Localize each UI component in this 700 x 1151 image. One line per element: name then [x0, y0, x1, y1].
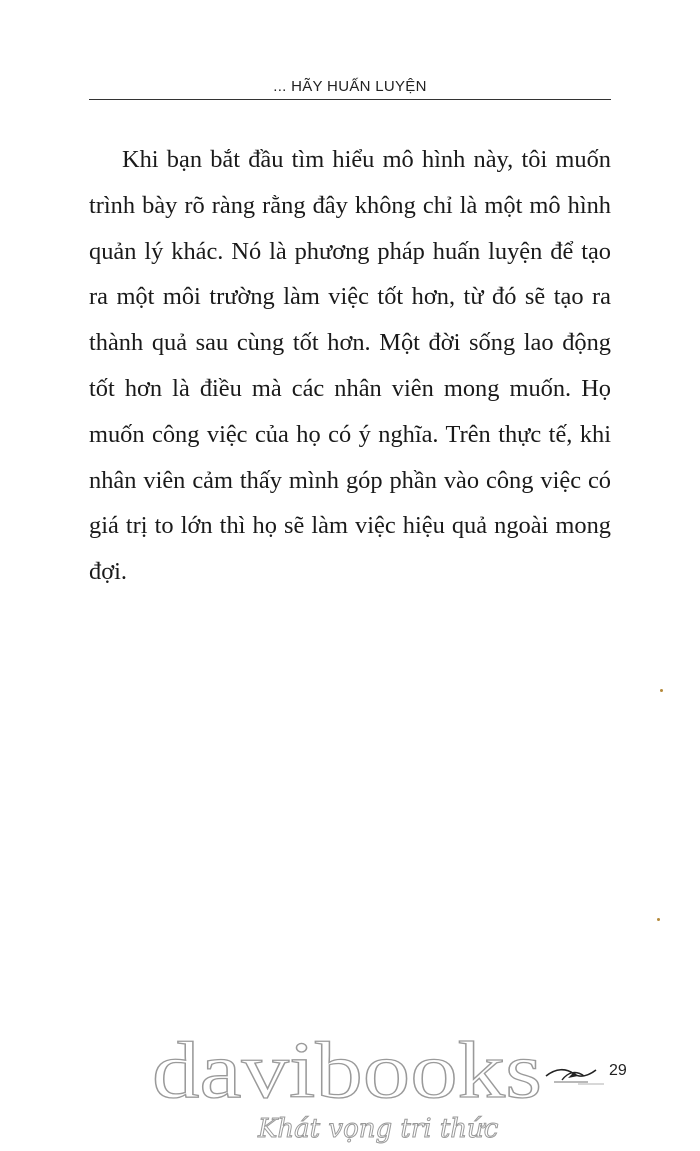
- body-paragraph: Khi bạn bắt đầu tìm hiểu mô hình này, tôi muốn trình bày rõ ràng rằng đây không chỉ là một mô hình quản lý khác. Nó là phương pháp huấn luyện để tạo ra một môi trường làm việc tốt hơn, từ đó sẽ tạo ra thành quả sau cùng tốt hơn. Một đời sống lao động tốt hơn là điều mà các nhân viên mong muốn. Họ muốn công việc của họ có ý nghĩa. Trên thực tế, khi nhân viên cảm thấy mình góp phần vào công việc có giá trị to lớn thì họ sẽ làm việc hiệu quả ngoài mong đợi.: [89, 146, 611, 586]
- stray-mark: [657, 918, 660, 921]
- running-header: ... HÃY HUẤN LUYỆN: [273, 78, 427, 95]
- watermark-tagline: Khát vọng tri thức: [258, 1114, 499, 1144]
- watermark-brand: davibooks: [152, 1027, 542, 1115]
- footer-flourish-icon: [544, 1058, 614, 1088]
- page-number: 29: [609, 1062, 627, 1079]
- watermark: [150, 1025, 550, 1145]
- stray-mark: [660, 689, 663, 692]
- header-rule: [89, 99, 611, 100]
